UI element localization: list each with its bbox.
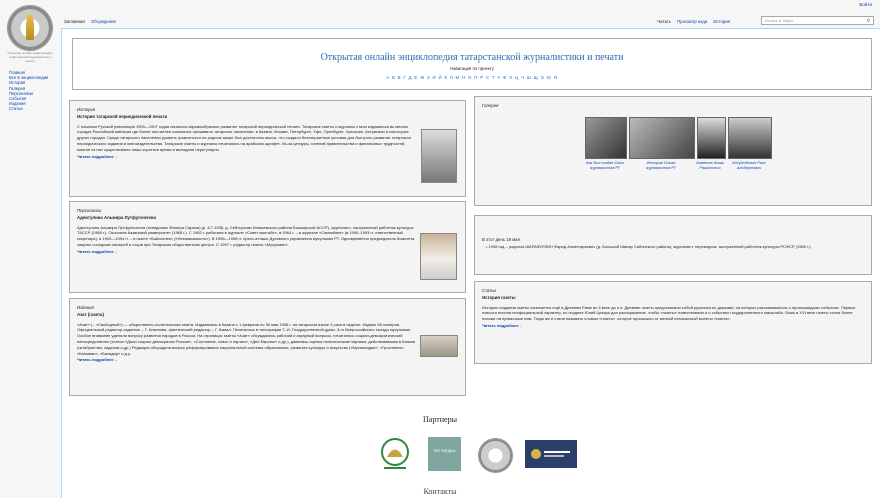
newspaper-image[interactable]: [420, 335, 458, 357]
editions-box: [69, 298, 466, 396]
articles-box: [474, 281, 872, 364]
box-category: Галерея: [482, 103, 499, 108]
history-image[interactable]: [421, 129, 457, 183]
gallery-caption-2[interactable]: История Союза журналистов РТ: [646, 161, 676, 170]
read-more-link[interactable]: Читать подробнее→: [77, 153, 118, 159]
tab-discussion[interactable]: Обсуждение: [90, 19, 116, 24]
search-placeholder: Искать в Tatgur: [765, 18, 794, 23]
partners-title: Партнеры: [423, 415, 457, 424]
read-more-link[interactable]: Читать подробнее→: [77, 248, 118, 254]
box-heading[interactable]: История татарской периодической печати: [77, 113, 168, 119]
box-category: В этот день 19 мая: [482, 237, 520, 242]
flame-icon: [26, 14, 34, 40]
box-text: «Азат» (– «Свободный») — общественно-политическая газета. Издавалась в Казани с 1 февраля по 30 мая 1906 г. на татарском языке 3 раза в неделю. Издано 56 номеров. Официальный редактор-издатель – Г. Алкинова, фактический редактор – Г. Камал. Печаталась в типографии Т.-И. Государственной думы. 3-го Всероссийского съезда мусульман. Особое внимание уделяли вопросу развития народов в России. На страницах газеты «Азат» обсуждались рабочий и аграрный вопросы, печатались социал-демократический непосредственно (статьи «Дали социал-демократом России», «Состояние, класс и партии», «Дни Европы» и др.), давалась оценка политическим партиям, действовавшим в Казани (октябристам, кадетам и др.) Редакция обсуждала вопрос реформирования национальной системы образования, развития культуры и искусства («Мусаниядия», «Грозлиеня», «Калыван», «Бахадир» и д.р.: [77, 321, 416, 356]
partner-logo-2[interactable]: [428, 437, 461, 471]
nav-item-persons[interactable]: Персоналии: [9, 90, 33, 96]
persons-box: [69, 201, 466, 293]
hero-box: [72, 38, 872, 90]
gallery-photo-2[interactable]: [629, 117, 695, 159]
nav-item-articles[interactable]: Статьи: [9, 106, 23, 112]
union-journalists-icon: [525, 440, 577, 468]
gallery-photo-4[interactable]: [728, 117, 772, 159]
tatmedia-logo-text: ТАТ МЕДИА: [433, 448, 456, 453]
page-tabs: [64, 19, 121, 24]
nav-item-history[interactable]: История: [9, 80, 26, 86]
sidebar-nav: [9, 70, 48, 112]
this-day-box: [474, 215, 872, 275]
footer-heading: Контакты: [423, 487, 457, 496]
tab-read[interactable]: Читать: [657, 19, 671, 24]
page-title: Открытая онлайн энциклопедия татарстанской журналистики и печати: [320, 52, 624, 63]
box-heading[interactable]: Адеитулина Альмира Лутфуллоеvна: [77, 214, 156, 220]
logo-caption: Открытая онлайн энциклопедия татарстанской журналистики и печати: [7, 51, 53, 63]
site-logo[interactable]: [7, 5, 53, 51]
read-more-link[interactable]: Читать подробнее→: [482, 322, 523, 328]
tab-main[interactable]: Заглавная: [64, 19, 85, 24]
nav-item-editions[interactable]: Издания: [9, 101, 26, 107]
box-heading[interactable]: Азат (газета): [77, 311, 104, 317]
view-tabs: [652, 19, 730, 24]
gallery-photo-3[interactable]: [697, 117, 726, 159]
partner-logo-4[interactable]: [525, 440, 577, 468]
box-heading[interactable]: История газеты: [482, 294, 516, 300]
login-link[interactable]: Войти: [859, 2, 872, 7]
box-text: Адеитулина Альмира Лутфуллоеvна (псевдоним Флюера Сарыяк) (р. 8.7.1938, д. Сейтсулово Илишевского района Башкирской АССР), журналист, заслуженный работник культуры ТАССР (1988 г.). Окончила Казанский университет (1965 г.). С 1962 г. работала в журнале «Совет мәктәбе», в 1964 г. – в журнале «Сююмбике» (в 1990–1993 гг. ответственный секретарь), в 1993—1994 гг. – в газете «Бәйсезлек» («Независимость»). В 1996—1998 гг. пресс-атташе Духовного управления мусульман РТ. Одновременно председатель Комитета защиты соседских матерей и отцов при Татарском общественном центре. С 1997 г. редактор газеты «Мусулман».: [77, 224, 415, 247]
nav-item-gallery[interactable]: Галерея: [9, 85, 26, 91]
box-category: Персоналии: [77, 208, 102, 213]
partner-logo-1[interactable]: [374, 436, 416, 472]
history-box: [69, 100, 466, 197]
person-photo[interactable]: [420, 233, 457, 280]
partner-logo-3[interactable]: [478, 438, 513, 473]
tab-view-source[interactable]: Просмотр кода: [677, 19, 708, 24]
nav-item-main[interactable]: Главная: [9, 70, 25, 75]
nav-item-all[interactable]: Все 6 энциклопедии: [9, 75, 49, 81]
box-category: Статьи: [482, 288, 496, 293]
tab-history[interactable]: История: [713, 19, 730, 24]
this-day-text: • 1936 год – родился ШАРАФУЛЛИН Фарид Ахметгараевич (д. Большой Шинар Сабинского района), журналист, переводчик, заслуженный работник культуры РСФСР (1989 г.).: [486, 243, 812, 249]
box-category: Издания: [77, 305, 94, 310]
hero-subtitle: Навигация по проекту: [450, 66, 494, 71]
search-input[interactable]: [761, 16, 874, 25]
box-text: История создания газеты начинается ещё в Древнем Риме во II веке до н.э. Древние газеты представляли собой рукописи по держава, на которых рассказывалось о произошедших событиях. Первые новости носили неофициальный характер, но позднее Юлий Цезарь дал распоряжение, чтобы «газеты» повествовали и о событиях государственного масштаба. Лишь в XVI веке газеты стали более похожи на привычные нам. Тогда же и стали называть словом «газета», которое произошло от мелкой итальянской монеты «газета».: [482, 304, 856, 322]
gallery-caption-1[interactable]: Как был создан Союз журналистов РТ: [586, 161, 624, 170]
read-more-link[interactable]: Читать подробнее→: [77, 357, 118, 363]
tatarstan-emblem-icon: [374, 436, 416, 472]
gallery-caption-3[interactable]: Ахметов Искак Рашитович: [696, 161, 724, 170]
box-category: История: [77, 107, 96, 112]
search-icon[interactable]: ⚲: [866, 18, 870, 23]
box-text: С началом Русской революции 1905—1907 годов началось взрывообразное развитие татарской периодической печати. Татарские газеты и журналы стали издаваться во многих городах Российской империи где более или менее компактно проживало татарское население: в Казани, Москве, Петербурге, Уфе, Оренбурге, Уральске, Астрахани и некоторых других городах. Среди татарского населения уровень грамотности на родном языке был достаточно высок, что создало благоприятные условия для быстрого развития татарского периодического издания и книгоиздательства. Татарские газеты и журналы печатались на арабском шрифте. Из-за цензуры, гонений правительства и финансовых трудностей, многие из них существовали лишь короткое время и выходили нерегулярно.: [77, 123, 412, 152]
gallery-caption-4[interactable]: Абсуйтдинов Раис Альбертович: [732, 161, 766, 170]
alphabet-nav[interactable]: А Б В Г Д Е Ж З И Й К Л М Н О П Р С Т У Ф Х Ц Ч Ш Щ Э Ю Я: [386, 75, 558, 80]
nav-item-events[interactable]: События: [9, 96, 27, 102]
gallery-photo-1[interactable]: [585, 117, 627, 159]
